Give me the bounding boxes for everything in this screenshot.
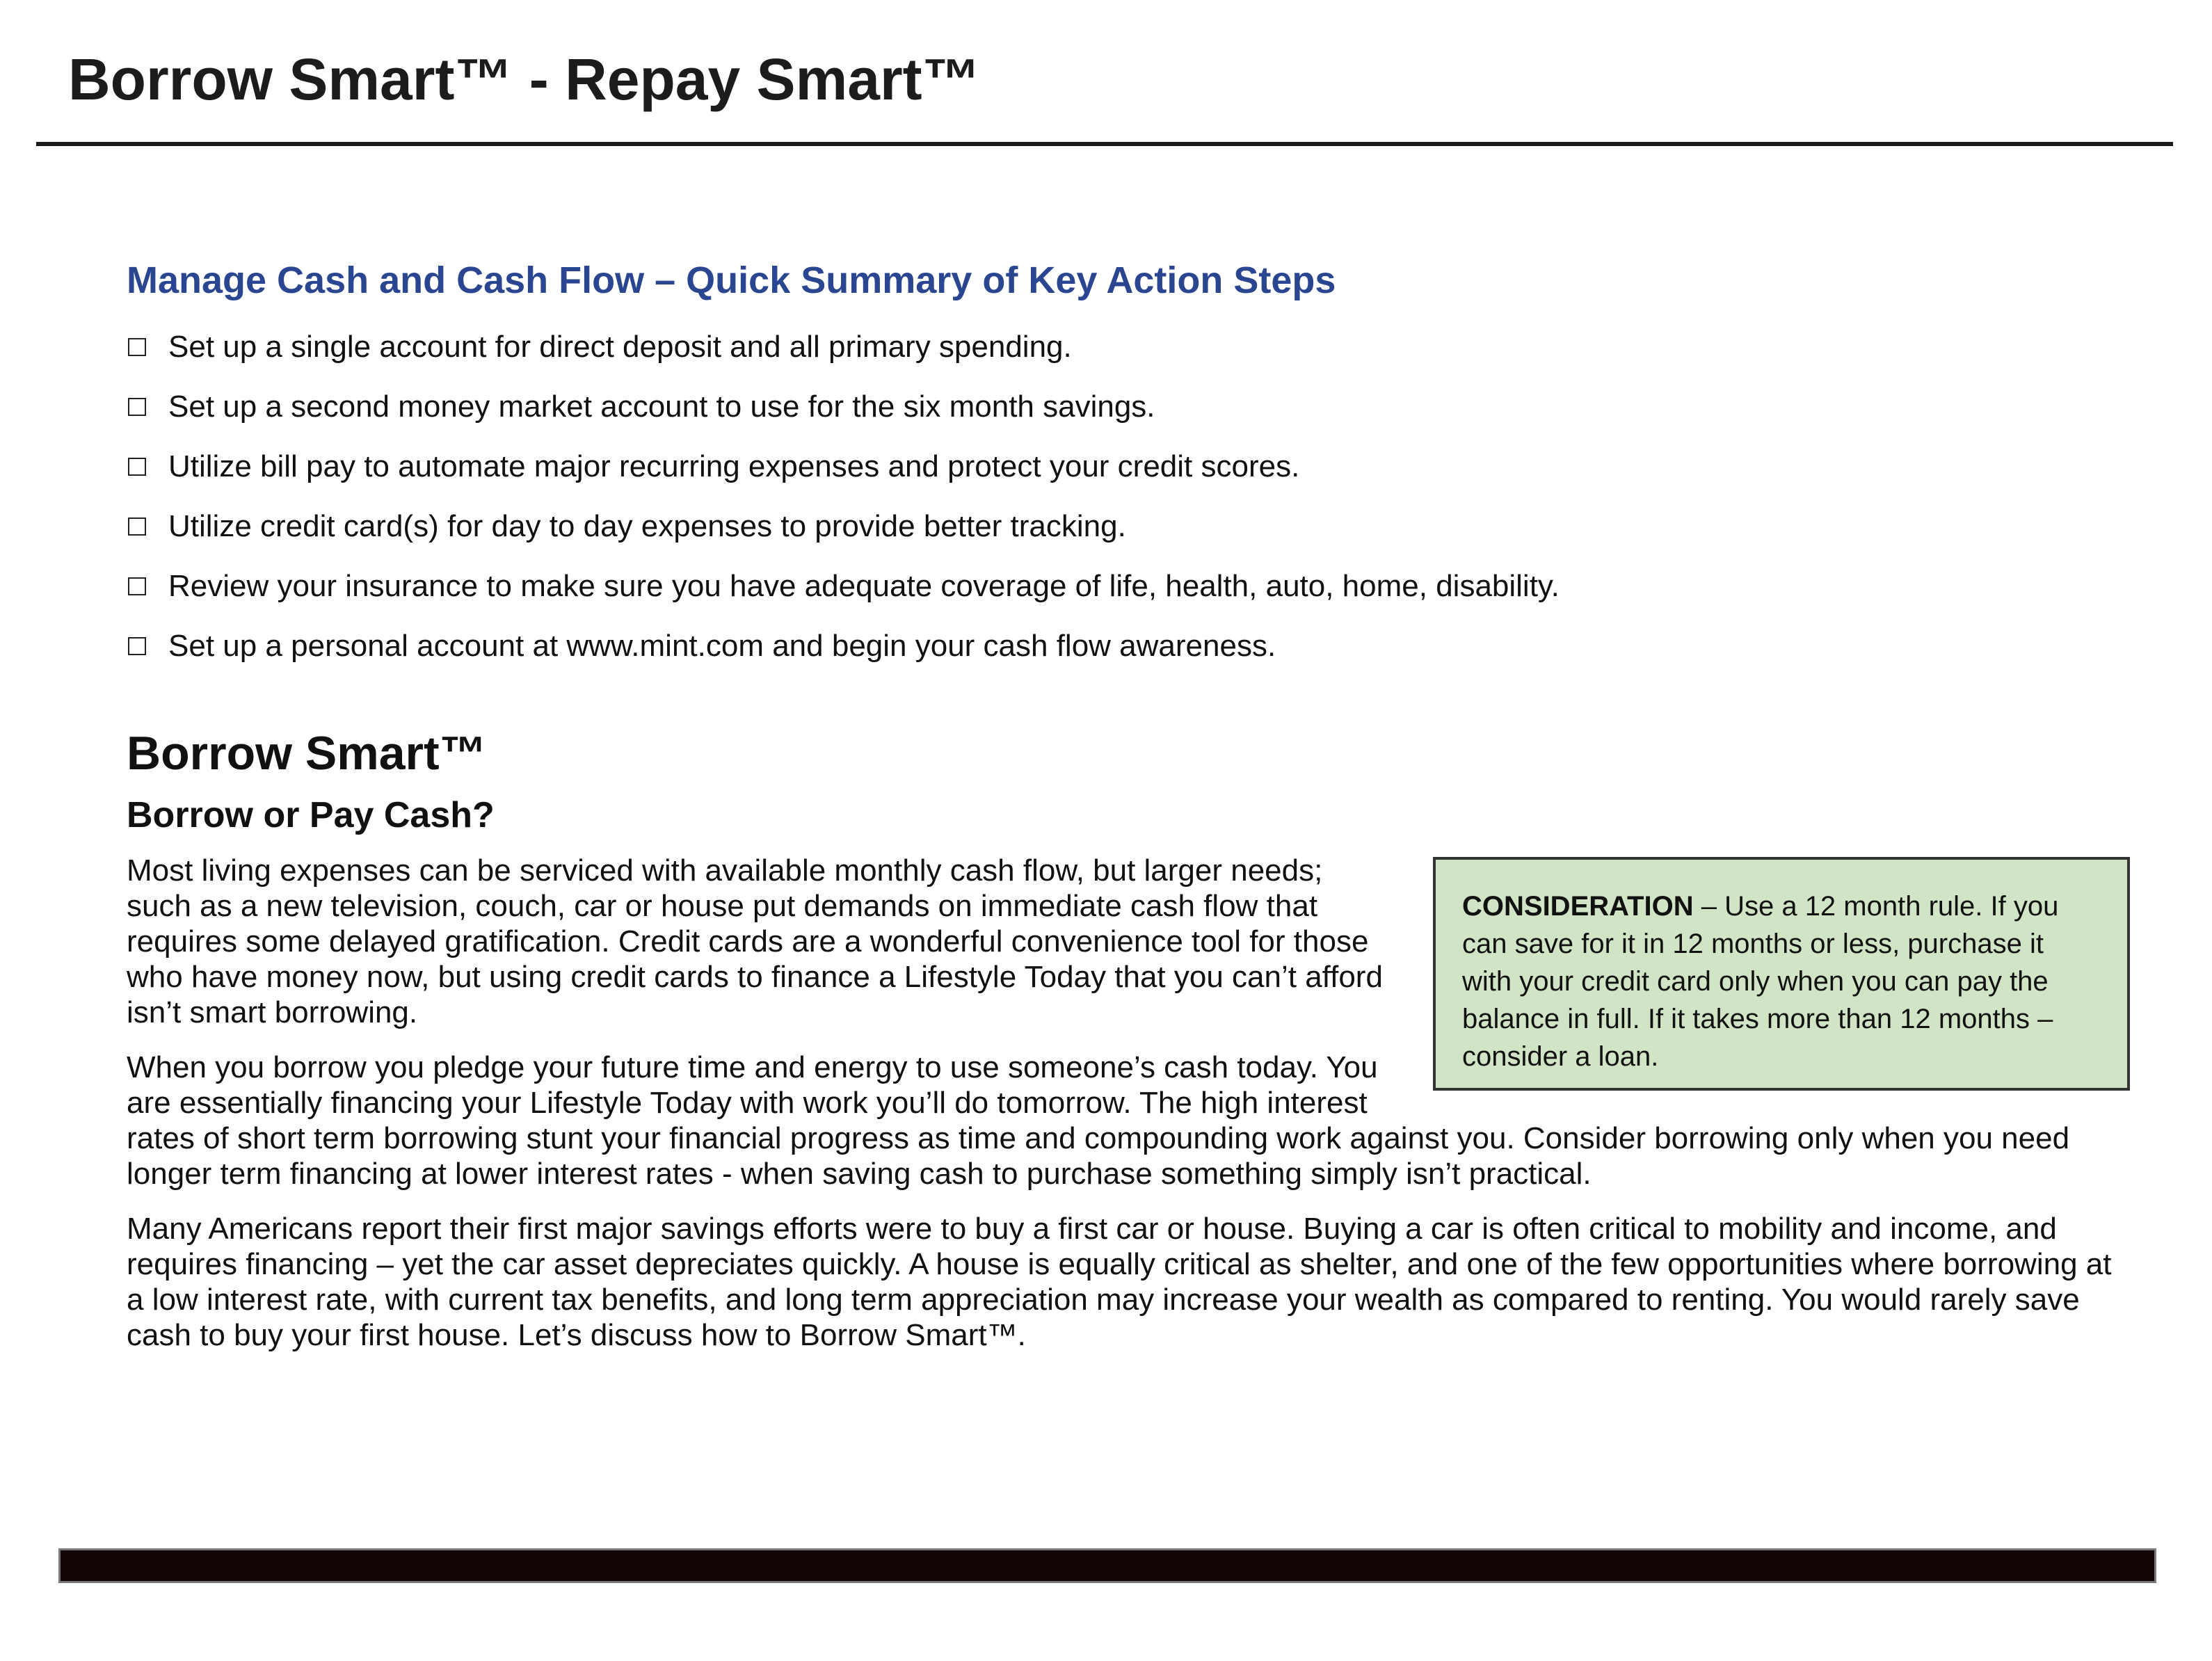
checkbox-icon xyxy=(128,637,146,655)
checklist-item xyxy=(127,437,2130,497)
checklist-item-text: Review your insurance to make sure you have adequate coverage of life, health, auto, home, disability. xyxy=(168,569,1560,603)
checklist-item-text: Set up a personal account at www.mint.com and begin your cash flow awareness. xyxy=(168,629,1276,663)
checklist-item xyxy=(127,556,2130,616)
title-divider xyxy=(36,142,2173,146)
checklist-item-text: Utilize credit card(s) for day to day expenses to provide better tracking. xyxy=(168,509,1126,543)
checklist-item-text: Set up a single account for direct deposit and all primary spending. xyxy=(168,330,1072,364)
checklist-item xyxy=(127,317,2130,377)
consideration-text: – Use a 12 month rule. If you can save for it in 12 months or less, purchase it with your credit card only when you can pay the balance in full. If it takes more than 12 months – consider a loan. xyxy=(1462,891,2059,1072)
page-title: Borrow Smart™ - Repay Smart™ xyxy=(68,47,981,112)
body-paragraph: Most living expenses can be serviced with available monthly cash flow, but larger needs; such as a new television, couch, car or house put demands on immediate cash flow that requires some delayed gratification. Credit cards are a wonderful convenience tool for those who have money now, but using credit cards to finance a Lifestyle Today that you can’t afford isn’t smart borrowing. xyxy=(127,853,1383,1029)
consideration-label: CONSIDERATION xyxy=(1462,891,1694,922)
body-paragraph: When you borrow you pledge your future time and energy to use someone’s cash today. You are essentially financing your Lifestyle Today with work you’ll do tomorrow. The high interest rates of short term borrowing stunt your financial progress as time and compounding work against you. Consider borrowing only when you need longer term financing at lower interest rates - when saving cash to purchase something simply isn’t practical. xyxy=(127,1050,2070,1191)
checklist-item-text: Set up a second money market account to use for the six month savings. xyxy=(168,390,1155,424)
checklist-item xyxy=(127,377,2130,437)
body-paragraph: Many Americans report their first major savings efforts were to buy a first car or house. Buying a car is often critical to mobility and income, and requires financing – yet the car asset depreciates quickly. A house is equally critical as shelter, and one of the few opportunities where borrowing at a low interest rate, with current tax benefits, and long term appreciation may increase your wealth as compared to renting. You would rarely save cash to buy your first house. Let’s discuss how to Borrow Smart™. xyxy=(127,1212,2112,1352)
action-steps-checklist xyxy=(127,317,2130,676)
checkbox-icon xyxy=(128,517,146,536)
main-content xyxy=(127,259,2130,1372)
checkbox-icon xyxy=(128,577,146,595)
footer-bar xyxy=(58,1548,2156,1583)
checkbox-icon xyxy=(128,458,146,476)
checkbox-icon xyxy=(128,398,146,416)
borrow-or-pay-heading: Borrow or Pay Cash? xyxy=(127,795,495,835)
checklist-item xyxy=(127,497,2130,556)
checklist-item xyxy=(127,616,2130,676)
consideration-callout xyxy=(1433,857,2130,1091)
checklist-item-text: Utilize bill pay to automate major recurring expenses and protect your credit scores. xyxy=(168,449,1300,483)
checkbox-icon xyxy=(128,338,146,356)
manage-cash-heading: Manage Cash and Cash Flow – Quick Summary of Key Action Steps xyxy=(127,259,1336,301)
borrow-smart-heading: Borrow Smart™ xyxy=(127,727,487,780)
